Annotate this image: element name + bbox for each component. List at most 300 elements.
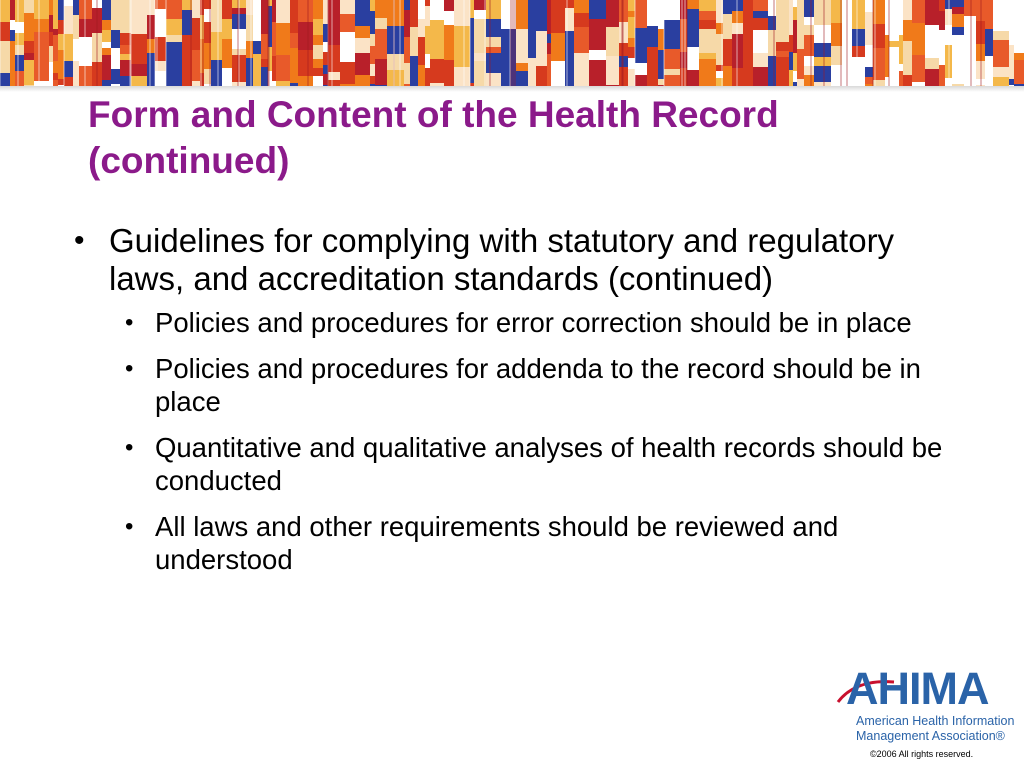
banner-tile	[993, 77, 1009, 86]
banner-tile	[768, 30, 776, 56]
banner-tile	[298, 22, 313, 50]
banner-tile	[253, 0, 261, 24]
banner-tile	[606, 27, 619, 56]
banner-tile	[903, 20, 912, 41]
banner-tile	[903, 75, 912, 86]
banner-tile	[0, 0, 10, 22]
banner-tile	[753, 53, 768, 67]
banner-tile	[647, 56, 658, 86]
banner-tile	[147, 15, 155, 39]
main-bullet-text: Guidelines for complying with statutory and regulatory laws, and accreditation standards (continued)	[109, 222, 895, 297]
banner-tile	[804, 66, 814, 75]
banner-tile	[899, 35, 903, 64]
banner-tile	[53, 73, 58, 80]
banner-tile	[635, 0, 647, 28]
banner-tile	[952, 68, 964, 84]
banner-tile	[370, 11, 375, 34]
banner-tile	[885, 77, 889, 86]
banner-tile	[993, 0, 1009, 31]
banner-tile	[723, 14, 732, 39]
banner-tile	[964, 0, 976, 16]
banner-tile	[454, 51, 470, 67]
banner-tile	[410, 0, 418, 27]
sub-bullet-text: All laws and other requirements should be reviewed and understood	[155, 511, 839, 575]
banner-tile	[939, 30, 945, 37]
banner-tile	[24, 0, 34, 13]
banner-tile	[993, 31, 1009, 40]
banner-tile	[24, 41, 34, 53]
banner-tile	[0, 73, 10, 86]
banner-tile	[64, 6, 73, 34]
banner-tile	[664, 75, 680, 86]
banner-tile	[73, 61, 79, 79]
banner-tile	[102, 42, 111, 48]
banner-tile	[222, 39, 232, 68]
banner-tile	[246, 0, 253, 15]
banner-tile	[1009, 18, 1014, 37]
banner-tile	[261, 67, 268, 86]
banner-tile	[903, 0, 912, 20]
banner-tile	[120, 54, 131, 60]
banner-tile	[430, 59, 444, 83]
banner-tile	[804, 56, 814, 66]
banner-tile	[418, 37, 425, 65]
banner-tile	[49, 0, 53, 15]
banner-tile	[15, 45, 24, 55]
banner-tile	[323, 65, 328, 74]
banner-tile	[723, 39, 732, 66]
banner-tile	[340, 32, 355, 62]
banner-tile	[912, 23, 925, 55]
banner-tile	[699, 11, 716, 20]
banner-tile	[793, 71, 797, 82]
banner-tile	[298, 0, 313, 22]
banner-tile	[814, 57, 831, 66]
banner-tile	[1009, 70, 1014, 79]
banner-tile	[470, 49, 474, 83]
banner-tile	[323, 52, 328, 65]
banner-tile	[111, 69, 120, 84]
banner-tile	[454, 0, 470, 26]
banner-tile	[418, 19, 425, 37]
banner-tile	[222, 0, 232, 19]
banner-tile	[0, 41, 10, 73]
banner-tile	[680, 68, 687, 79]
banner-tile	[73, 15, 79, 39]
banner-tile	[852, 29, 865, 46]
banner-tile	[574, 0, 589, 13]
banner-tile	[658, 50, 664, 79]
banner-tile	[313, 35, 323, 45]
banner-tile	[323, 74, 328, 85]
banner-tile	[628, 17, 635, 38]
banner-tile	[290, 33, 298, 48]
banner-tile	[565, 31, 574, 61]
banner-tile	[253, 54, 261, 86]
bullet-marker: •	[125, 309, 134, 336]
banner-tile	[899, 27, 903, 35]
slide-title	[88, 92, 988, 184]
banner-tile	[952, 0, 964, 7]
sub-bullet	[66, 352, 966, 418]
banner-tile	[793, 20, 797, 53]
banner-tile	[340, 22, 355, 32]
banner-tile	[536, 66, 547, 86]
banner-tile	[34, 0, 49, 19]
banner-tile	[753, 30, 768, 53]
banner-tile	[589, 19, 606, 50]
banner-tile	[444, 11, 454, 25]
banner-tile	[34, 32, 49, 46]
banner-tile	[15, 22, 24, 33]
banner-tile	[865, 12, 873, 45]
banner-tile	[454, 42, 470, 51]
banner-tile	[64, 0, 73, 6]
banner-tile	[1009, 45, 1014, 70]
banner-tile	[444, 60, 454, 86]
banner-tile	[370, 46, 375, 64]
banner-tile	[789, 0, 793, 35]
banner-tile	[889, 47, 899, 76]
banner-tile	[925, 58, 939, 69]
banner-tile	[474, 19, 486, 53]
banner-tile	[486, 19, 501, 37]
banner-tile	[24, 53, 34, 60]
banner-tile	[1014, 37, 1024, 53]
banner-tile	[793, 7, 797, 20]
banner-tile	[699, 53, 716, 59]
banner-tile	[102, 20, 111, 30]
banner-tile	[647, 0, 658, 26]
banner-tile	[985, 29, 993, 56]
banner-tile	[355, 75, 370, 86]
banner-tile	[111, 48, 120, 56]
sub-bullet-text: Policies and procedures for error correction should be in place	[155, 307, 912, 338]
banner-tile	[370, 76, 375, 84]
banner-tile	[49, 15, 53, 32]
banner-tile	[10, 30, 15, 41]
banner-tile	[375, 59, 387, 85]
banner-tile	[797, 30, 804, 49]
banner-tile	[952, 27, 964, 35]
banner-tile	[528, 26, 536, 58]
banner-tile	[253, 24, 261, 41]
banner-tile	[952, 7, 964, 14]
banner-tile	[753, 18, 768, 30]
banner-tile	[852, 0, 865, 29]
banner-tile	[387, 54, 404, 70]
banner-tile	[474, 10, 486, 19]
banner-tile	[474, 53, 486, 61]
banner-tile	[536, 0, 547, 31]
main-bullet	[66, 222, 966, 298]
banner-tile	[753, 67, 768, 86]
banner-tile	[24, 13, 34, 41]
banner-tile	[486, 37, 501, 47]
banner-tile	[222, 19, 232, 39]
banner-tile	[53, 35, 58, 61]
banner-tile	[547, 34, 551, 43]
banner-tile	[49, 62, 53, 70]
banner-tile	[565, 0, 574, 8]
banner-tile	[313, 45, 323, 59]
banner-tile	[486, 53, 501, 73]
banner-tile	[574, 53, 589, 83]
banner-tile	[687, 0, 699, 9]
banner-tile	[454, 67, 470, 86]
banner-tile	[789, 35, 793, 52]
banner-tile	[699, 20, 716, 29]
banner-tile	[290, 0, 298, 33]
banner-tile	[516, 29, 528, 63]
banner-tile	[699, 59, 716, 86]
banner-tile	[814, 43, 831, 57]
banner-tile	[328, 45, 340, 72]
banner-tile	[516, 0, 528, 29]
banner-tile	[939, 0, 945, 11]
banner-tile	[355, 0, 370, 26]
banner-tile	[474, 0, 486, 10]
banner-tile	[425, 6, 430, 26]
banner-tile	[166, 42, 182, 77]
banner-tile	[290, 48, 298, 83]
banner-tile	[606, 56, 619, 85]
banner-tile	[34, 19, 49, 32]
banner-tile	[753, 11, 768, 18]
banner-tile	[723, 66, 732, 86]
banner-tile	[102, 55, 111, 80]
banner-tile	[323, 42, 328, 52]
banner-tile	[313, 68, 323, 76]
banner-tile	[120, 60, 131, 76]
bullet-marker: •	[125, 513, 134, 540]
banner-tile	[885, 65, 889, 77]
banner-tile	[404, 63, 410, 84]
banner-tile	[589, 50, 606, 60]
banner-tile	[370, 0, 375, 11]
banner-tile	[628, 47, 635, 58]
banner-tile	[889, 41, 899, 47]
banner-tile	[0, 22, 10, 41]
banner-tile	[804, 75, 814, 86]
banner-tile	[831, 46, 842, 65]
banner-tile	[370, 34, 375, 46]
banner-tile	[889, 0, 899, 21]
banner-tile	[852, 57, 865, 82]
banner-tile	[925, 69, 939, 86]
banner-tile	[192, 18, 200, 50]
banner-tile	[387, 26, 404, 54]
banner-tile	[664, 20, 680, 49]
banner-tile	[102, 48, 111, 55]
banner-tile	[111, 56, 120, 69]
banner-tile	[664, 69, 680, 75]
banner-tile	[993, 67, 1009, 77]
banner-tile	[430, 0, 444, 20]
banner-tile	[444, 0, 454, 11]
banner-tile	[261, 59, 268, 67]
banner-tile	[261, 0, 268, 34]
banner-tile	[58, 20, 64, 34]
banner-tile	[865, 77, 873, 84]
banner-tile	[211, 32, 222, 60]
banner-tile	[272, 0, 276, 22]
banner-tile	[111, 0, 120, 30]
banner-tile	[313, 76, 323, 86]
banner-tile	[680, 19, 687, 52]
banner-tile	[831, 65, 842, 86]
banner-tile	[865, 67, 873, 77]
decorative-banner	[0, 0, 1024, 86]
logo-line-1: American Health Information	[856, 714, 1015, 728]
banner-tile	[404, 37, 410, 63]
banner-tile	[789, 70, 793, 86]
banner-tile	[410, 27, 418, 56]
banner-tile	[547, 54, 551, 80]
banner-tile	[768, 0, 776, 16]
banner-tile	[64, 77, 73, 86]
banner-tile	[418, 0, 425, 19]
banner-tile	[797, 0, 804, 30]
banner-tile	[246, 15, 253, 41]
bullet-marker: •	[74, 224, 85, 257]
banner-tile	[501, 64, 516, 83]
banner-tile	[925, 0, 939, 25]
banner-tile	[899, 64, 903, 71]
banner-tile	[102, 30, 111, 42]
banner-tile	[53, 0, 58, 29]
banner-tile	[192, 50, 200, 81]
banner-tile	[147, 53, 155, 80]
banner-tile	[797, 79, 804, 86]
banner-tile	[501, 0, 516, 29]
banner-tile	[589, 73, 606, 86]
banner-tile	[658, 79, 664, 85]
banner-tile	[418, 65, 425, 86]
banner-tile	[658, 0, 664, 29]
banner-tile	[298, 76, 313, 86]
banner-tile	[574, 13, 589, 27]
banner-tile	[804, 35, 814, 56]
slide-title-line-2: (continued)	[88, 140, 290, 181]
banner-tile	[272, 56, 276, 81]
banner-tile	[102, 0, 111, 20]
banner-tile	[58, 0, 64, 20]
banner-tile	[73, 79, 79, 86]
banner-tile	[15, 71, 24, 86]
banner-tile	[323, 0, 328, 24]
banner-tile	[340, 0, 355, 14]
banner-tile	[551, 0, 565, 33]
banner-tile	[147, 39, 155, 53]
banner-tile	[246, 58, 253, 86]
banner-tile	[768, 69, 776, 86]
banner-tile	[885, 0, 889, 35]
banner-tile	[589, 0, 606, 19]
banner-tile	[687, 47, 699, 70]
banner-tile	[10, 75, 15, 86]
banner-tile	[1014, 9, 1024, 37]
banner-tile	[606, 0, 619, 27]
banner-tile	[34, 46, 49, 81]
banner-tile	[53, 29, 58, 35]
banner-tile	[211, 0, 222, 32]
banner-tile	[589, 60, 606, 73]
banner-tile	[687, 23, 699, 47]
ahima-logo	[836, 664, 1016, 748]
banner-tile	[58, 34, 64, 50]
banner-tile	[10, 20, 15, 30]
banner-tile	[952, 14, 964, 27]
banner-tile	[1009, 79, 1014, 85]
banner-tile	[387, 0, 404, 26]
banner-tile	[246, 41, 253, 58]
sub-bullet-text: Quantitative and qualitative analyses of health records should be conducted	[155, 432, 943, 496]
banner-tile	[528, 0, 536, 26]
banner-tile	[565, 8, 574, 31]
banner-tile	[313, 59, 323, 68]
banner-tile	[797, 49, 804, 79]
banner-tile	[723, 0, 732, 14]
banner-tile	[865, 0, 873, 12]
banner-tile	[474, 61, 486, 86]
sub-bullet-text: Policies and procedures for addenda to the record should be in place	[155, 353, 921, 417]
banner-tile	[166, 0, 182, 19]
bullet-marker: •	[125, 355, 134, 382]
banner-tile	[58, 50, 64, 79]
banner-tile	[889, 21, 899, 41]
banner-tile	[425, 26, 430, 54]
banner-tile	[939, 11, 945, 30]
banner-tile	[628, 69, 635, 86]
slide-content	[66, 222, 966, 589]
banner-tile	[328, 0, 340, 28]
slide-title-line-1: Form and Content of the Health Record	[88, 94, 779, 135]
banner-tile	[952, 35, 964, 68]
sub-bullet	[66, 431, 966, 497]
banner-tile	[261, 34, 268, 59]
banner-tile	[528, 58, 536, 84]
banner-tile	[15, 33, 24, 45]
banner-tile	[73, 0, 79, 15]
banner-tile	[328, 72, 340, 80]
banner-tile	[64, 34, 73, 61]
banner-tile	[628, 38, 635, 47]
banner-tile	[753, 0, 768, 11]
banner-tile	[699, 29, 716, 53]
banner-tile	[1014, 60, 1024, 84]
banner-tile	[635, 28, 647, 63]
banner-tile	[547, 0, 551, 34]
banner-tile	[120, 76, 131, 86]
bullet-marker: •	[125, 434, 134, 461]
banner-tile	[743, 30, 753, 59]
banner-tile	[635, 63, 647, 75]
banner-tile	[313, 0, 323, 19]
banner-tile	[15, 0, 24, 22]
banner-tile	[1009, 37, 1014, 45]
banner-tile	[1014, 0, 1024, 9]
banner-tile	[53, 61, 58, 73]
banner-tile	[313, 19, 323, 35]
banner-tile	[410, 56, 418, 86]
banner-tile	[804, 17, 814, 25]
banner-tile	[680, 0, 687, 19]
banner-tile	[912, 0, 925, 23]
banner-tile	[664, 49, 680, 69]
banner-tile	[211, 60, 222, 86]
banner-tile	[964, 59, 976, 67]
